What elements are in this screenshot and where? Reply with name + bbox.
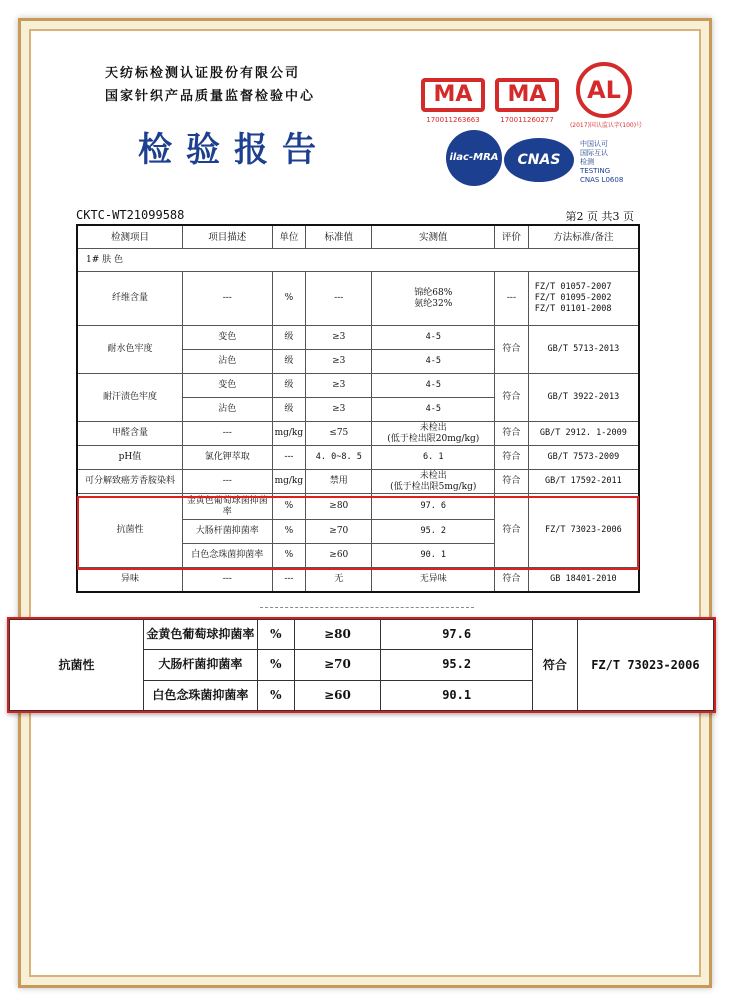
value-cell: 4-5 (372, 350, 495, 374)
method-cell: GB/T 7573-2009 (528, 446, 639, 470)
cnas-line: CNAS L0608 (580, 176, 624, 184)
std-cell: ≥3 (306, 398, 372, 422)
value-cell: 95. 2 (372, 520, 495, 544)
unit-cell: --- (272, 568, 306, 592)
method-line: FZ/T 01057-2007 (534, 282, 612, 292)
desc-cell: 白色念珠菌抑菌率 (143, 680, 257, 710)
cma-icon: MA (421, 78, 485, 112)
cnas-line: 国际互认 (580, 149, 608, 157)
std-cell: ≥60 (294, 680, 380, 710)
eval-cell: 符合 (533, 620, 578, 711)
cnas-logo (504, 138, 574, 182)
desc-cell: --- (182, 272, 272, 326)
std-cell: 无 (306, 568, 372, 592)
item-cell: 甲醛含量 (77, 422, 182, 446)
item-cell: 抗菌性 (10, 620, 144, 711)
unit-cell: 级 (272, 374, 306, 398)
table-row (77, 446, 639, 470)
cal-number: (2017)国认监认字(100)号 (569, 122, 643, 129)
table-row (77, 272, 639, 326)
unit-cell: 级 (272, 350, 306, 374)
unit-cell: % (257, 650, 294, 680)
cal-icon: AL (576, 62, 632, 118)
cal-logo (569, 62, 643, 129)
eval-cell: 符合 (495, 422, 529, 446)
unit-cell: mg/kg (272, 422, 306, 446)
unit-cell: % (272, 544, 306, 568)
eval-cell: 符合 (495, 470, 529, 494)
organization-name: 天纺标检测认证股份有限公司 (105, 66, 301, 81)
column-header: 标准值 (306, 225, 372, 249)
eval-cell: 符合 (495, 374, 529, 422)
std-cell: ≥3 (306, 350, 372, 374)
std-cell: ≥3 (306, 326, 372, 350)
desc-cell: 变色 (182, 374, 272, 398)
desc-cell: --- (182, 568, 272, 592)
std-cell: ≥70 (306, 520, 372, 544)
ilac-logo (446, 130, 502, 186)
unit-cell: % (257, 620, 294, 650)
eval-cell: 符合 (495, 494, 529, 568)
table-row (77, 494, 639, 520)
sample-label: 1# 肤 色 (77, 249, 639, 272)
table-row (77, 422, 639, 446)
cnas-line: TESTING (580, 167, 611, 175)
cma-logo-1 (421, 78, 485, 124)
value-cell: 95.2 (381, 650, 533, 680)
cma-number: 170011263663 (426, 116, 480, 124)
report-number: CKTC-WT21099588 (76, 208, 185, 222)
table-row (10, 620, 714, 650)
table-row (77, 470, 639, 494)
value-cell: 90.1 (381, 680, 533, 710)
item-cell: 纤维含量 (77, 272, 182, 326)
eval-cell: 符合 (495, 568, 529, 592)
value-cell (372, 272, 495, 326)
value-cell: 无异味 (372, 568, 495, 592)
std-cell: ≥3 (306, 374, 372, 398)
page-number: 第2 页 共3 页 (565, 210, 634, 223)
value-line: (低于检出限5mg/kg) (390, 481, 477, 492)
method-cell: FZ/T 73023-2006 (528, 494, 639, 568)
table-row (77, 374, 639, 398)
desc-cell: 金黄色葡萄球抑菌率 (143, 620, 257, 650)
zoom-table (9, 619, 714, 711)
item-cell: 可分解致癌芳香胺染料 (77, 470, 182, 494)
cnas-line: 检测 (580, 158, 594, 166)
method-cell: GB 18401-2010 (528, 568, 639, 592)
desc-cell: --- (182, 470, 272, 494)
std-cell: ≥80 (294, 620, 380, 650)
value-cell: 4-5 (372, 398, 495, 422)
method-line: FZ/T 01095-2002 (534, 293, 612, 303)
sample-row (77, 249, 639, 272)
column-header: 单位 (272, 225, 306, 249)
eval-cell: 符合 (495, 446, 529, 470)
std-cell: ≤75 (306, 422, 372, 446)
desc-cell: 白色念珠菌抑菌率 (182, 544, 272, 568)
value-line: 未检出 (419, 470, 447, 481)
item-cell: 异味 (77, 568, 182, 592)
cma-number: 170011260277 (500, 116, 554, 124)
method-cell (528, 272, 639, 326)
report-title: 检验报告 (138, 130, 330, 170)
item-cell: 耐水色牢度 (77, 326, 182, 374)
eval-cell: 符合 (495, 326, 529, 374)
center-name: 国家针织产品质量监督检验中心 (105, 89, 316, 104)
unit-cell: % (272, 520, 306, 544)
method-cell: GB/T 5713-2013 (528, 326, 639, 374)
test-results-table (76, 224, 640, 593)
unit-cell: % (272, 494, 306, 520)
method-cell: GB/T 2912. 1-2009 (528, 422, 639, 446)
cnas-line: 中国认可 (580, 140, 608, 148)
dashed-separator (260, 607, 474, 608)
unit-cell: 级 (272, 326, 306, 350)
desc-cell: 变色 (182, 326, 272, 350)
unit-cell: % (272, 272, 306, 326)
std-cell: --- (306, 272, 372, 326)
value-cell: 4-5 (372, 374, 495, 398)
column-header: 实测值 (372, 225, 495, 249)
value-cell: 4-5 (372, 326, 495, 350)
value-cell: 6. 1 (372, 446, 495, 470)
desc-cell: 大肠杆菌抑菌率 (143, 650, 257, 680)
desc-cell: 金黄色葡萄球菌抑菌率 (182, 494, 272, 520)
antibacterial-zoom-callout (7, 617, 716, 713)
column-header: 方法标准/备注 (528, 225, 639, 249)
desc-cell: --- (182, 422, 272, 446)
unit-cell: 级 (272, 398, 306, 422)
value-cell: 97. 6 (372, 494, 495, 520)
cnas-text (580, 140, 623, 185)
value-line: 未检出 (419, 422, 447, 433)
desc-cell: 沾色 (182, 398, 272, 422)
std-cell: ≥80 (306, 494, 372, 520)
unit-cell: mg/kg (272, 470, 306, 494)
value-line: 锦纶68% (414, 287, 453, 298)
eval-cell: --- (495, 272, 529, 326)
std-cell: 4. 0~8. 5 (306, 446, 372, 470)
table-header-row (77, 225, 639, 249)
desc-cell: 氯化钾萃取 (182, 446, 272, 470)
item-cell: pH值 (77, 446, 182, 470)
unit-cell: % (257, 680, 294, 710)
table-row (77, 326, 639, 350)
value-cell (372, 422, 495, 446)
method-line: FZ/T 01101-2008 (534, 304, 612, 314)
column-header: 评价 (495, 225, 529, 249)
value-line: (低于检出限20mg/kg) (387, 433, 480, 444)
method-cell: GB/T 17592-2011 (528, 470, 639, 494)
std-cell: 禁用 (306, 470, 372, 494)
value-cell: 90. 1 (372, 544, 495, 568)
item-cell: 抗菌性 (77, 494, 182, 568)
cnas-icon: CNAS (504, 138, 574, 182)
desc-cell: 沾色 (182, 350, 272, 374)
cma-icon: MA (495, 78, 559, 112)
value-line: 氨纶32% (414, 298, 453, 309)
value-cell: 97.6 (381, 620, 533, 650)
unit-cell: --- (272, 446, 306, 470)
table-row (77, 568, 639, 592)
desc-cell: 大肠杆菌抑菌率 (182, 520, 272, 544)
column-header: 检测项目 (77, 225, 182, 249)
ilac-mra-icon: ilac-MRA (446, 130, 502, 186)
cma-logo-2 (495, 78, 559, 124)
method-cell: GB/T 3922-2013 (528, 374, 639, 422)
item-cell: 耐汗渍色牢度 (77, 374, 182, 422)
std-cell: ≥70 (294, 650, 380, 680)
column-header: 项目描述 (182, 225, 272, 249)
method-cell: FZ/T 73023-2006 (577, 620, 713, 711)
value-cell (372, 470, 495, 494)
std-cell: ≥60 (306, 544, 372, 568)
